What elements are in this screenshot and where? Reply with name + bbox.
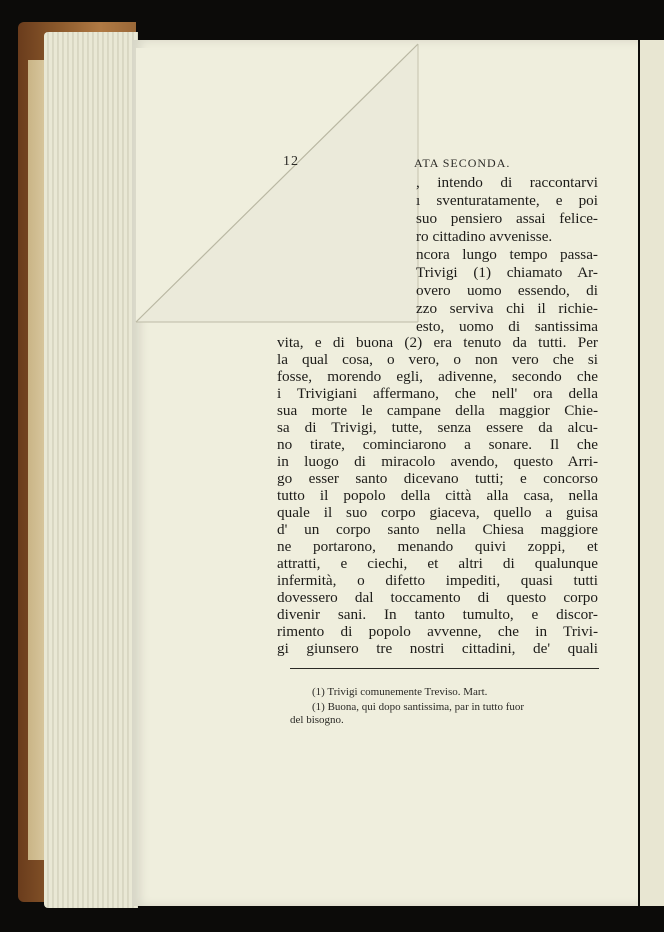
text-line: fosse, morendo egli, adivenne, secondo che [277,368,598,385]
text-line: tutto il popolo della città alla casa, nella [277,487,598,504]
text-line: vita, e di buona (2) era tenuto da tutti. Per [277,334,598,351]
text-line: , intendo di raccontarvi [416,174,598,191]
text-line: no tirate, cominciarono a sonare. Il che [277,436,598,453]
text-line: la qual cosa, o vero, o non vero che si [277,351,598,368]
text-line: zzo serviva chi il richie- [416,300,598,317]
text-line: sa di Trivigi, tutte, senza essere da alcu- [277,419,598,436]
text-line: ne portarono, menando quivi zoppi, et [277,538,598,555]
page-number: 12 [283,154,299,169]
text-line: attratti, e ciechi, et altri di qualunque [277,555,598,572]
text-line: gi giunsero tre nostri cittadini, de' quali [277,640,598,657]
text-line: ro cittadino avvenisse. [416,228,553,245]
text-line: rimento di popolo avvenne, che in Trivi- [277,623,598,640]
text-line: divenir sani. In tanto tumulto, e discor- [277,606,598,623]
text-line: go esser santo dicevano tutti; e concorso [277,470,598,487]
text-line: esto, uomo di santissima [416,318,598,335]
text-line: Trivigi (1) chiamato Ar- [416,264,598,281]
text-line: suo pensiero assai felice- [416,210,598,227]
text-line: sua morte le campane della maggior Chie- [277,402,598,419]
footnote: (1) Trivigi comunemente Treviso. Mart. [312,686,488,698]
text-line: infermità, o difetto impediti, quasi tutti [277,572,598,589]
footnote: del bisogno. [290,714,344,726]
text-line: dovessero dal toccamento di questo corpo [277,589,598,606]
footnote: (1) Buona, qui dopo santissima, par in tutto fuor [312,701,525,713]
text-line: ı sventuratamente, e poi [416,192,598,209]
text-line: ncora lungo tempo passa- [416,246,598,263]
running-title: ATA SECONDA. [414,156,511,170]
text-line: overo uomo essendo, di [416,282,598,299]
text-line: d' un corpo santo nella Chiesa maggiore [277,521,598,538]
text-line: i Trivigiani affermano, che nell' ora della [277,385,598,402]
text-line: in luogo di miracolo avendo, questo Arri- [277,453,598,470]
footnote-rule [290,668,599,669]
text-line: quale il suo corpo giaceva, quello a guisa [277,504,598,521]
